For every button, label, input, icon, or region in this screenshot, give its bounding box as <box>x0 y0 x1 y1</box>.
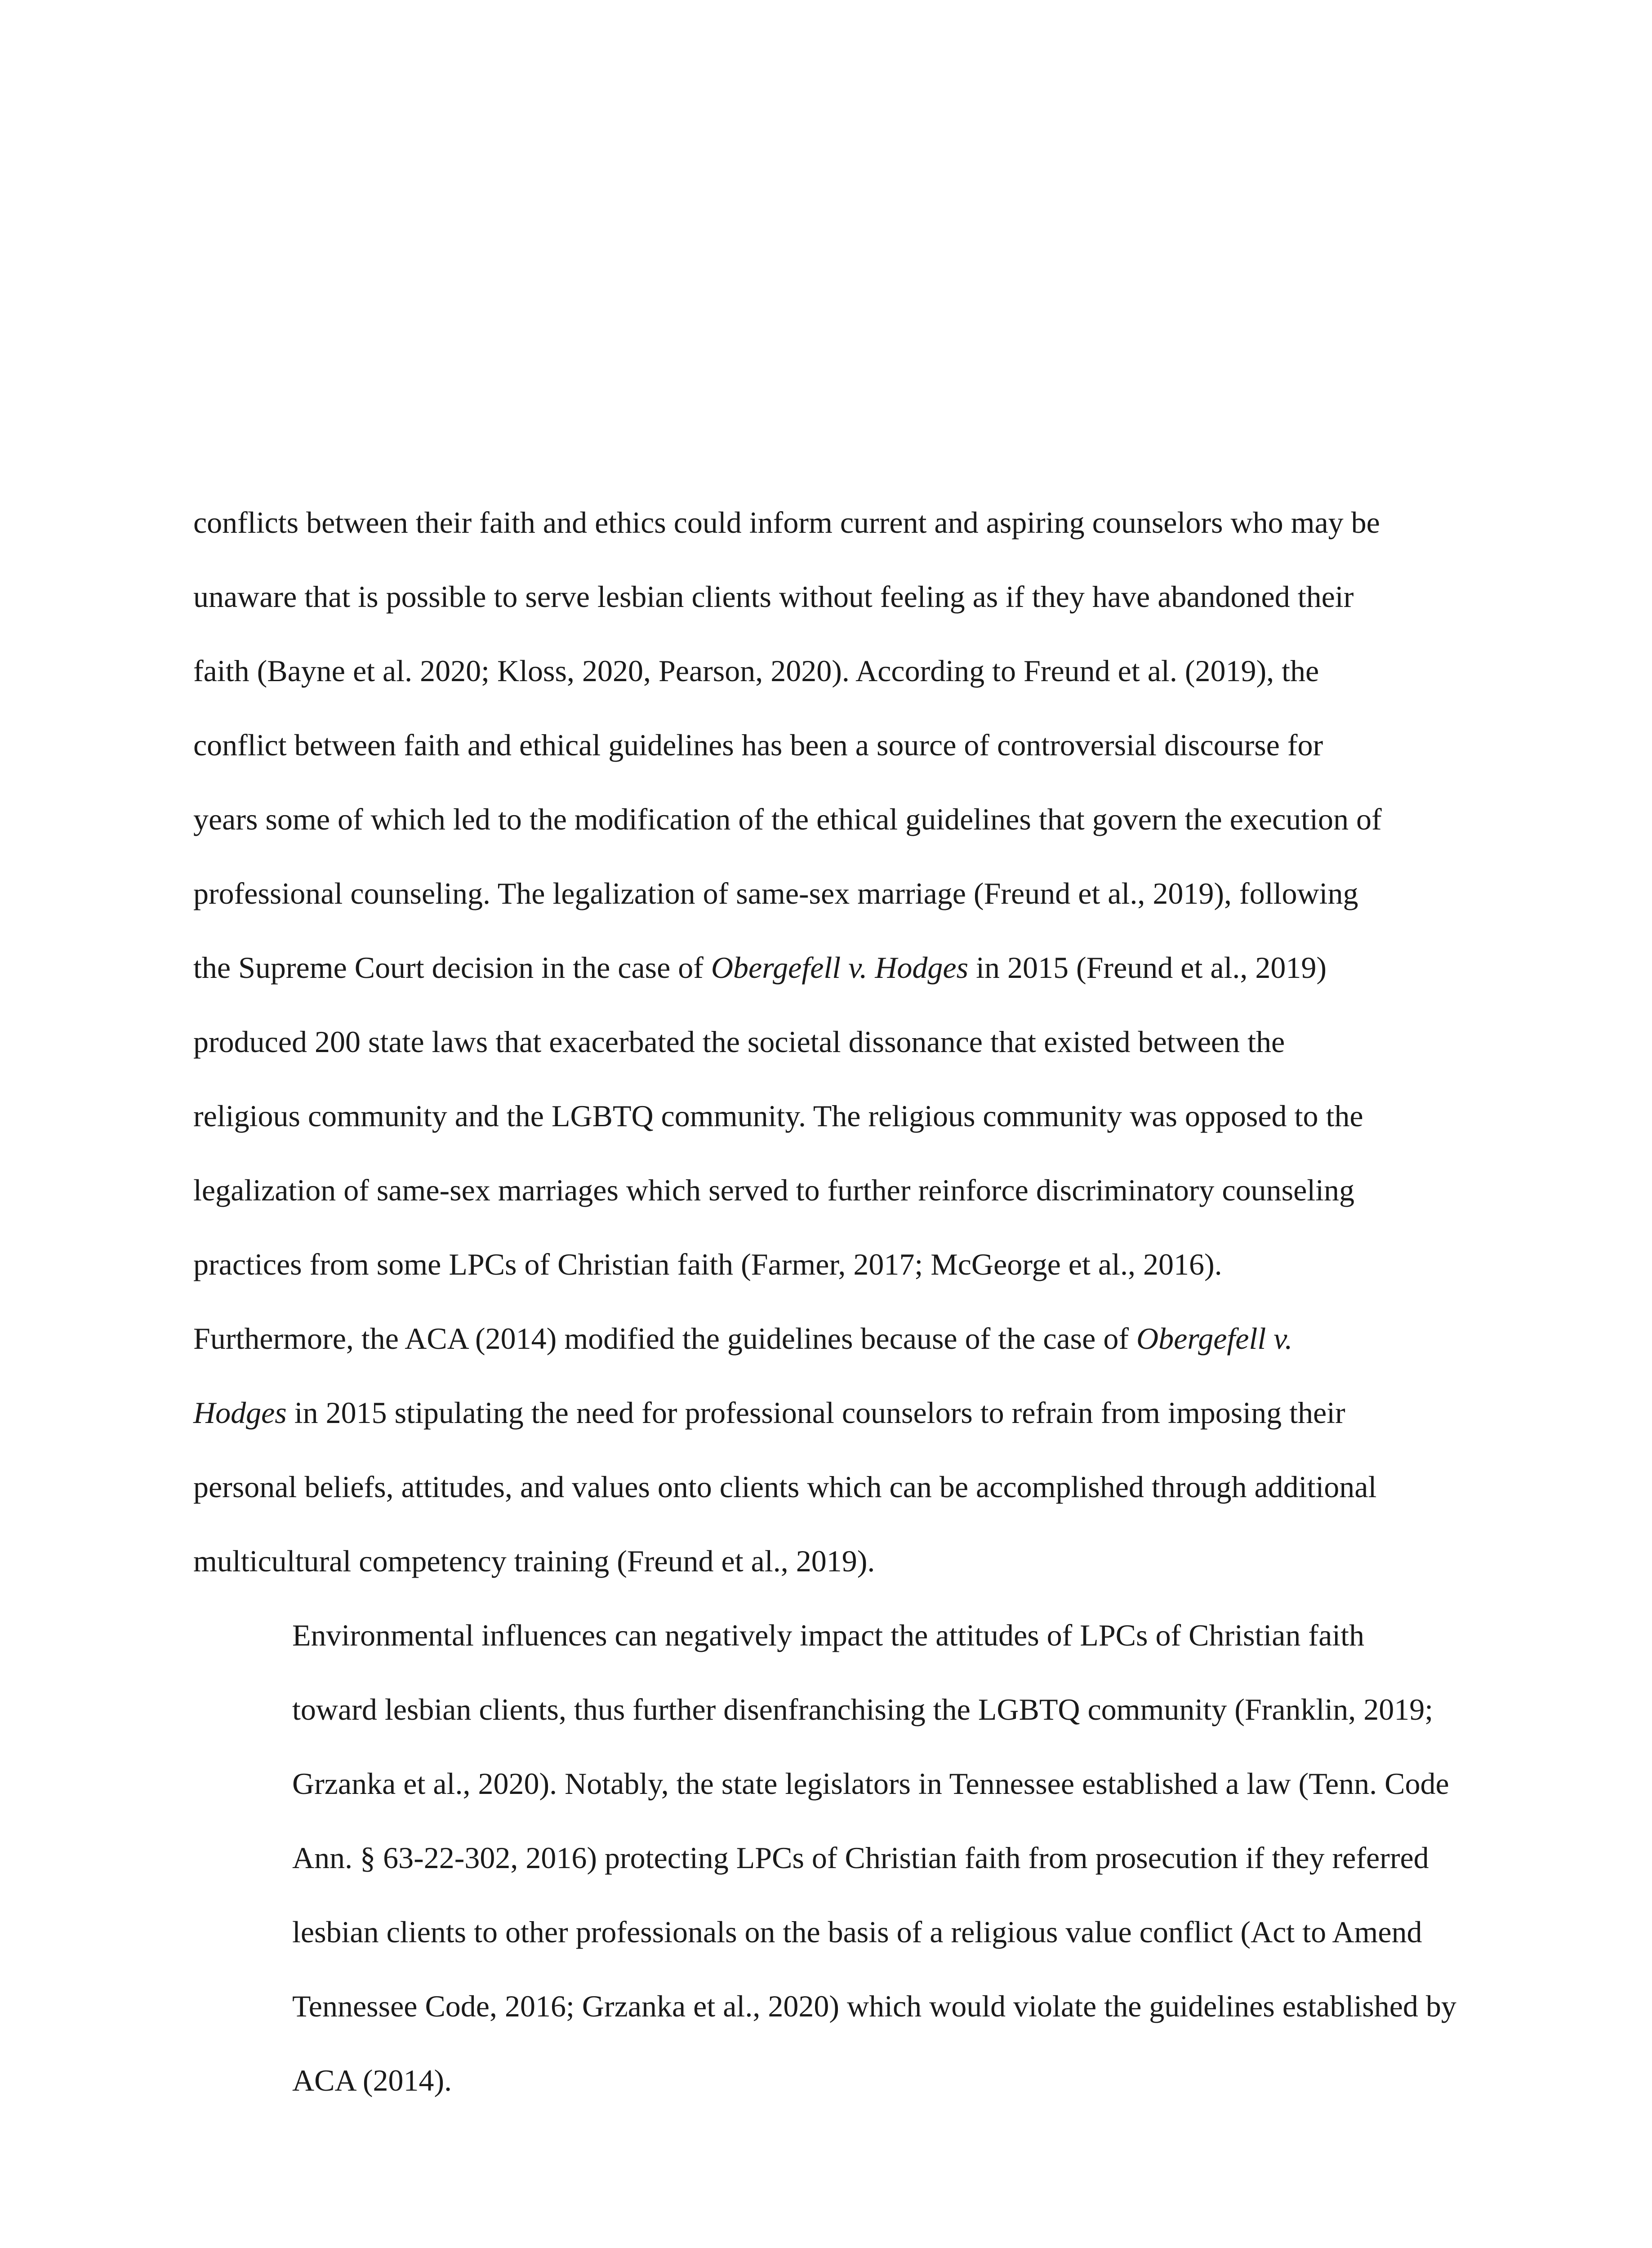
text-run: unaware that is possible to serve lesbian clients without feeling as if they have abandoned their <box>193 580 1354 614</box>
text-run: ACA (2014). <box>292 2063 452 2097</box>
text-line <box>193 1153 1461 1227</box>
body-text <box>193 486 1461 2118</box>
text-run: years some of which led to the modification of the ethical guidelines that govern the execution of <box>193 802 1382 836</box>
text-run: multicultural competency training (Freund et al., 2019). <box>193 1544 875 1578</box>
text-run: Environmental influences can negatively impact the attitudes of LPCs of Christian faith <box>292 1618 1365 1652</box>
italic-text: Hodges <box>193 1396 287 1430</box>
text-run: lesbian clients to other professionals on the basis of a religious value conflict (Act to Amend <box>292 1915 1422 1949</box>
text-run: in 2015 (Freund et al., 2019) <box>968 950 1327 985</box>
text-run: conflict between faith and ethical guidelines has been a source of controversial discourse for <box>193 728 1323 762</box>
text-run: the Supreme Court decision in the case of <box>193 950 711 985</box>
text-line <box>193 1376 1461 1450</box>
italic-text: Obergefell v. <box>1136 1321 1293 1356</box>
text-line <box>193 1747 1461 1821</box>
text-run: religious community and the LGBTQ community. The religious community was opposed to the <box>193 1099 1363 1133</box>
text-run: conflicts between their faith and ethics could inform current and aspiring counselors who may be <box>193 505 1380 540</box>
text-line <box>193 1079 1461 1153</box>
text-line <box>193 931 1461 1005</box>
text-line <box>193 634 1461 708</box>
text-run: practices from some LPCs of Christian faith (Farmer, 2017; McGeorge et al., 2016). <box>193 1247 1222 1281</box>
text-line <box>193 560 1461 634</box>
text-run: in 2015 stipulating the need for professional counselors to refrain from imposing their <box>286 1396 1345 1430</box>
text-run: produced 200 state laws that exacerbated the societal dissonance that existed between the <box>193 1025 1285 1059</box>
paragraph <box>193 486 1461 1598</box>
text-line <box>193 1450 1461 1524</box>
paragraph <box>193 1598 1461 2118</box>
text-line <box>193 1598 1461 1673</box>
text-run: legalization of same-sex marriages which served to further reinforce discriminatory counseling <box>193 1173 1355 1207</box>
text-run: toward lesbian clients, thus further disenfranchising the LGBTQ community (Franklin, 2019; <box>292 1692 1434 1726</box>
italic-text: Obergefell v. Hodges <box>711 950 969 985</box>
text-run: personal beliefs, attitudes, and values onto clients which can be accomplished through additional <box>193 1470 1377 1504</box>
text-line <box>193 2043 1461 2118</box>
text-line <box>193 1969 1461 2043</box>
text-run: Tennessee Code, 2016; Grzanka et al., 2020) which would violate the guidelines established by <box>292 1989 1456 2023</box>
text-run: Furthermore, the ACA (2014) modified the guidelines because of the case of <box>193 1321 1136 1356</box>
text-line <box>193 1821 1461 1895</box>
text-line <box>193 856 1461 931</box>
text-run: faith (Bayne et al. 2020; Kloss, 2020, Pearson, 2020). According to Freund et al. (2019), the <box>193 654 1319 688</box>
text-run: Ann. § 63-22-302, 2016) protecting LPCs of Christian faith from prosecution if they referred <box>292 1841 1429 1875</box>
text-line <box>193 782 1461 856</box>
text-line <box>193 1005 1461 1079</box>
text-line <box>193 486 1461 560</box>
text-line <box>193 1895 1461 1969</box>
text-line <box>193 708 1461 782</box>
text-line <box>193 1524 1461 1598</box>
text-line <box>193 1302 1461 1376</box>
text-line <box>193 1673 1461 1747</box>
text-run: professional counseling. The legalization of same-sex marriage (Freund et al., 2019), following <box>193 876 1358 910</box>
text-line <box>193 1227 1461 1302</box>
text-run: Grzanka et al., 2020). Notably, the state legislators in Tennessee established a law (Tenn. Code <box>292 1766 1449 1801</box>
